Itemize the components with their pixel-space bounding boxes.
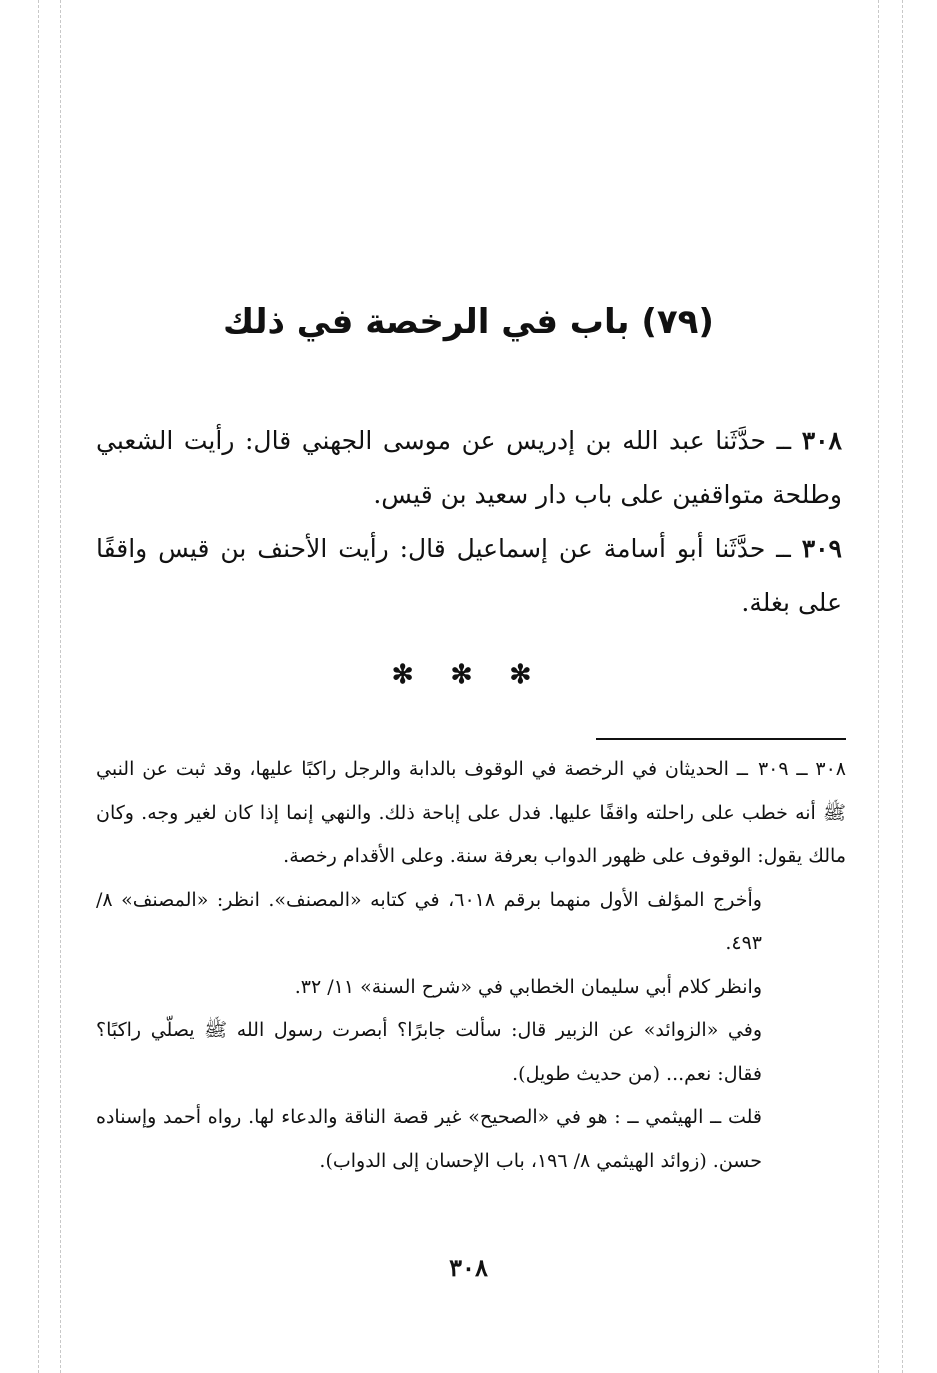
footnote-label: ٣٠٨ ــ ٣٠٩ xyxy=(757,758,846,780)
hadith-text: ــ حدَّثَنا أبو أسامة عن إسماعيل قال: رأيت الأحنف بن قيس واقفًا على بغلة. xyxy=(96,534,842,617)
footnote-paragraph xyxy=(96,748,846,879)
footnotes xyxy=(96,748,846,1183)
section-separator: ✻ ✻ ✻ xyxy=(391,660,546,690)
hadith-number: ٣٠٨ xyxy=(801,426,842,455)
hadith-309 xyxy=(96,522,842,630)
footnote-paragraph: قلت ــ الهيثمي ــ : هو في «الصحيح» غير قصة الناقة والدعاء لها. رواه أحمد وإسناده حسن. (زوائد الهيثمي ٨/ ١٩٦، باب الإحسان إلى الدواب). xyxy=(96,1106,763,1172)
hadith-308 xyxy=(96,414,842,522)
page-number: ٣٠٨ xyxy=(449,1253,488,1282)
footnote-paragraph: وأخرج المؤلف الأول منهما برقم ٦٠١٨، في كتابه «المصنف». انظر: «المصنف» ٨/ ٤٩٣. xyxy=(96,888,762,954)
footnote-paragraph: وانظر كلام أبي سليمان الخطابي في «شرح السنة» ١١/ ٣٢. xyxy=(294,975,762,998)
chapter-title: (٧٩) باب في الرخصة في ذلك xyxy=(223,302,714,342)
footnote-paragraph: وفي «الزوائد» عن الزبير قال: سألت جابرًا؟ أبصرت رسول الله ﷺ يصلّي راكبًا؟ فقال: نعم... (من حديث طويل). xyxy=(96,1019,762,1085)
footnote-divider xyxy=(596,738,846,740)
hadith-number: ٣٠٩ xyxy=(801,534,842,563)
hadith-text: ــ حدَّثَنا عبد الله بن إدريس عن موسى الجهني قال: رأيت الشعبي وطلحة متواقفين على باب دار سعيد بن قيس. xyxy=(96,426,842,509)
footnote-text: ــ الحديثان في الرخصة في الوقوف بالدابة والرجل راكبًا عليها، وقد ثبت عن النبي ﷺ أنه خطب على راحلته واقفًا عليها. فدل على إباحة ذلك. والنهي إنما إذا كان لغير وجه. وكان مالك يقول: الوقوف على ظهور الدواب بعرفة سنة. وعلى الأقدام رخصة. xyxy=(96,758,846,867)
